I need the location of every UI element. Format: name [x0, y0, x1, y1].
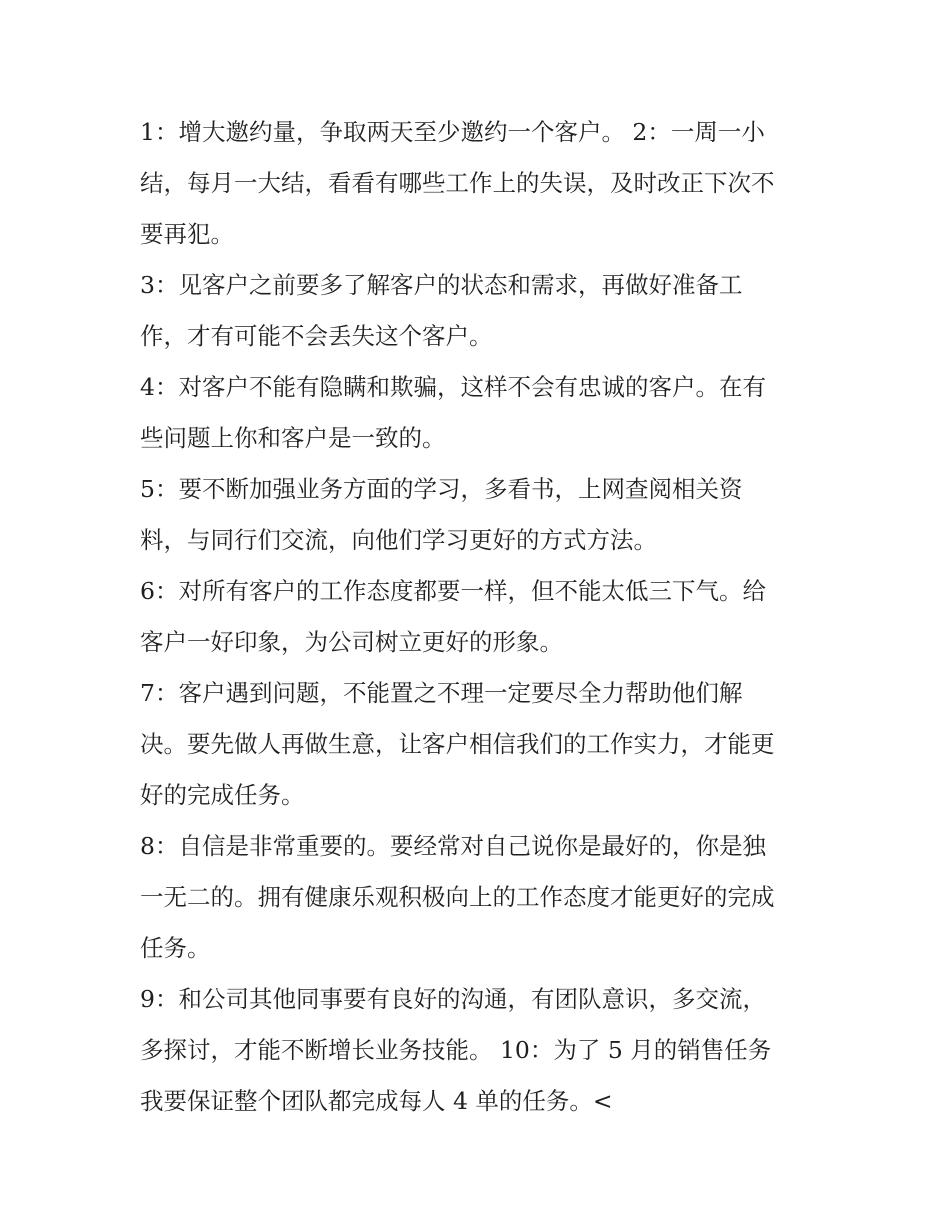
text-line: 决。要先做人再做生意，让客户相信我们的工作实力，才能更	[140, 730, 775, 758]
text-line: 5：要不断加强业务方面的学习，多看书，上网查阅相关资	[140, 475, 743, 503]
text-line: 作，才有可能不会丢失这个客户。	[140, 322, 493, 350]
text-line: 任务。	[140, 934, 211, 962]
text-line: 要再犯。	[140, 220, 234, 248]
text-line: 结，每月一大结，看看有哪些工作上的失误，及时改正下次不	[140, 169, 775, 197]
text-line: 6：对所有客户的工作态度都要一样，但不能太低三下气。给	[140, 577, 766, 605]
text-line: 3：见客户之前要多了解客户的状态和需求，再做好准备工	[140, 271, 743, 299]
text-line: 我要保证整个团队都完成每人 4 单的任务。<	[140, 1087, 613, 1115]
text-line: 9：和公司其他同事要有良好的沟通，有团队意识，多交流，	[140, 985, 766, 1013]
text-line: 些问题上你和客户是一致的。	[140, 424, 446, 452]
text-line: 4：对客户不能有隐瞒和欺骗，这样不会有忠诚的客户。在有	[140, 373, 766, 401]
text-line: 7：客户遇到问题，不能置之不理一定要尽全力帮助他们解	[140, 679, 743, 707]
text-line: 一无二的。拥有健康乐观积极向上的工作态度才能更好的完成	[140, 883, 775, 911]
text-line: 8：自信是非常重要的。要经常对自己说你是最好的，你是独	[140, 832, 766, 860]
text-line: 多探讨，才能不断增长业务技能。 10：为了 5 月的销售任务	[140, 1036, 772, 1064]
text-line: 客户一好印象，为公司树立更好的形象。	[140, 628, 563, 656]
text-line: 1：增大邀约量，争取两天至少邀约一个客户。 2：一周一小	[140, 118, 765, 146]
document-body	[140, 107, 820, 1127]
text-line: 好的完成任务。	[140, 781, 305, 809]
text-line: 料，与同行们交流，向他们学习更好的方式方法。	[140, 526, 657, 554]
